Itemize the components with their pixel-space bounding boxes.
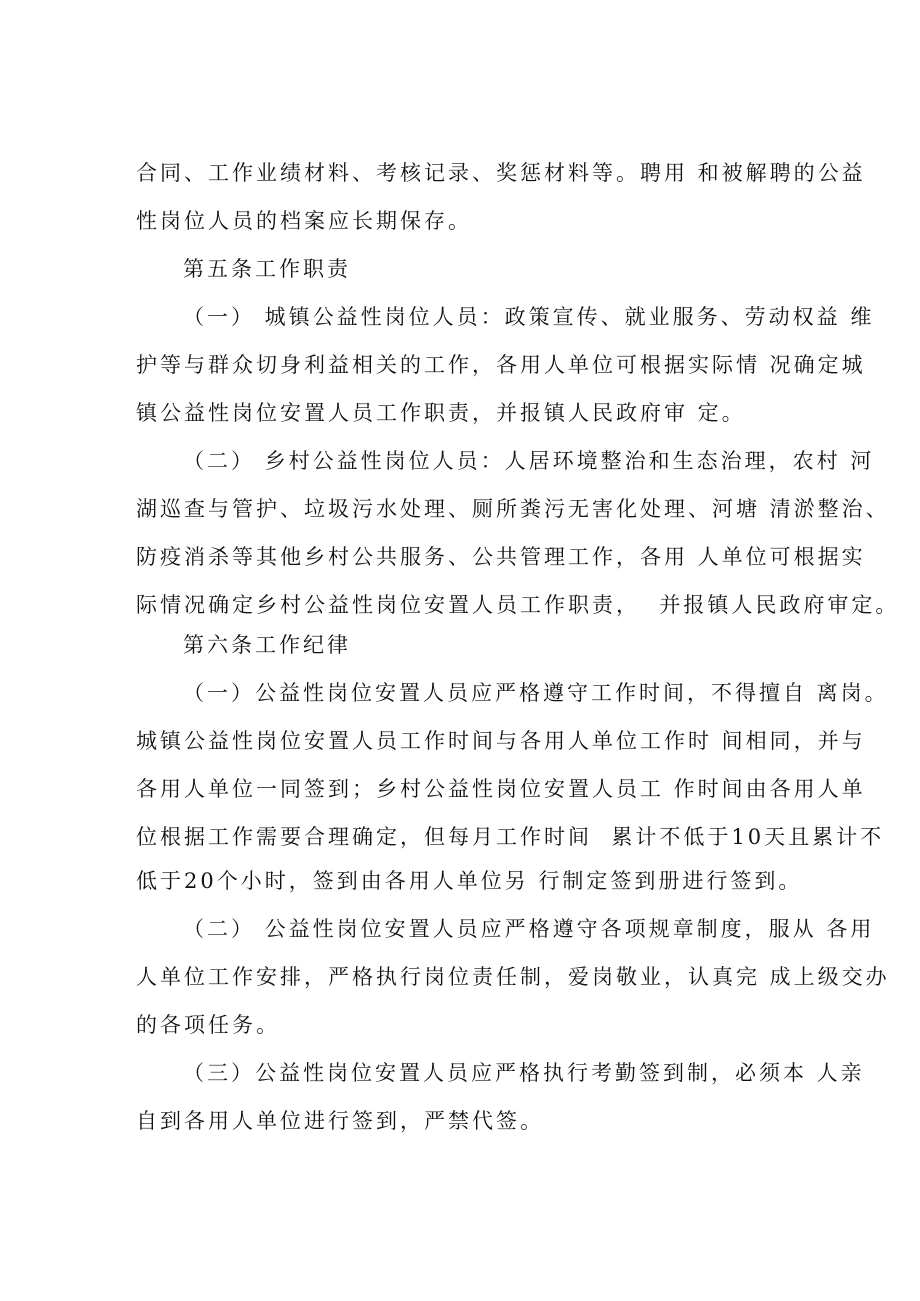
paragraph-line: （二） 公益性岗位安置人员应严格遵守各项规章制度，服从 各用 xyxy=(183,917,875,941)
paragraph-line: 自到各用人单位进行签到，严禁代签。 xyxy=(136,1109,544,1133)
paragraph-line: 性岗位人员的档案应长期保存。 xyxy=(136,209,472,233)
paragraph-line: （二） 乡村公益性岗位人员：人居环境整治和生态治理，农村 河 xyxy=(183,449,875,473)
paragraph-line: 人单位工作安排，严格执行岗位责任制，爱岗敬业，认真完 成上级交办 xyxy=(136,965,890,989)
paragraph-line: 护等与群众切身利益相关的工作，各用人单位可根据实际情 况确定城 xyxy=(136,353,866,377)
paragraph-line: 城镇公益性岗位安置人员工作时间与各用人单位工作时 间相同，并与 xyxy=(136,729,866,753)
paragraph-line: 合同、工作业绩材料、考核记录、奖惩材料等。聘用 和被解聘的公益 xyxy=(136,161,866,185)
paragraph-line: （三）公益性岗位安置人员应严格执行考勤签到制，必须本 人亲 xyxy=(183,1061,865,1085)
paragraph-line: 的各项任务。 xyxy=(136,1013,280,1037)
paragraph-line: （一） 城镇公益性岗位人员：政策宣传、就业服务、劳动权益 维 xyxy=(183,305,875,329)
paragraph-line: 镇公益性岗位安置人员工作职责，并报镇人民政府审 定。 xyxy=(136,401,746,425)
paragraph-line: （一）公益性岗位安置人员应严格遵守工作时间，不得擅自 离岗。 xyxy=(183,681,889,705)
paragraph-line: 湖巡查与管护、垃圾污水处理、厕所粪污无害化处理、河塘 清淤整治、 xyxy=(136,497,890,521)
section-heading-article-6: 第六条工作纪律 xyxy=(183,633,351,657)
paragraph-line: 防疫消杀等其他乡村公共服务、公共管理工作，各用 人单位可根据实 xyxy=(136,545,866,569)
paragraph-line: 低于20个小时，签到由各用人单位另 行制定签到册进行签到。 xyxy=(136,869,803,893)
paragraph-line: 位根据工作需要合理确定，但每月工作时间 累计不低于10天且累计不 xyxy=(136,825,885,849)
paragraph-line: 各用人单位一同签到；乡村公益性岗位安置人员工 作时间由各用人单 xyxy=(136,777,866,801)
section-heading-article-5: 第五条工作职责 xyxy=(183,257,351,281)
paragraph-line: 际情况确定乡村公益性岗位安置人员工作职责， 并报镇人民政府审定。 xyxy=(136,593,900,617)
